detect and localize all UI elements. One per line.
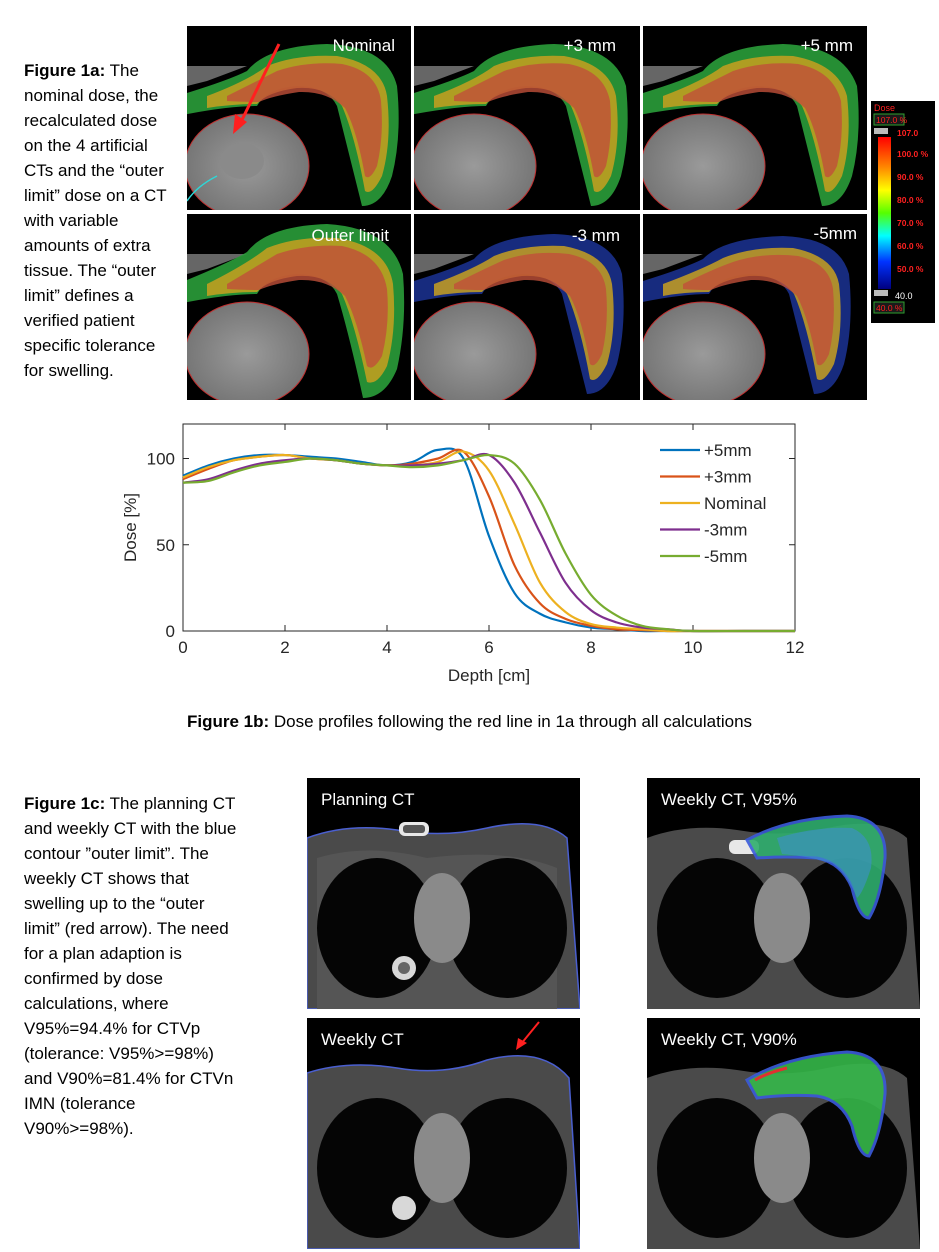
dose-panel-plus5: [643, 26, 867, 210]
fig1a-caption-line: nominal dose, the: [24, 86, 159, 105]
panel-label: Planning CT: [321, 790, 415, 809]
fig1c-caption-line: weekly CT shows that: [24, 869, 190, 888]
x-tick-label: 2: [280, 638, 290, 657]
x-tick-label: 8: [586, 638, 596, 657]
x-tick-label: 4: [382, 638, 392, 657]
fig1c-caption-line: (tolerance: V95%>=98%): [24, 1044, 214, 1063]
fig1a-caption-line: specific tolerance: [24, 336, 156, 355]
colorbar-tick: 50.0 %: [897, 264, 924, 274]
y-tick-label: 50: [156, 535, 175, 555]
fig1a-caption-line: on the 4 artificial: [24, 136, 148, 155]
colorbar-title: Dose: [874, 103, 896, 113]
y-axis-label: Dose [%]: [121, 493, 140, 562]
fig1c-caption-line: V95%=94.4% for CTVp: [24, 1019, 201, 1038]
colorbar-tick: 90.0 %: [897, 172, 924, 182]
legend-entry: +5mm: [704, 441, 752, 460]
dose-panel-minus3: [414, 214, 640, 400]
dose-panel-plus3: [414, 26, 640, 210]
legend-entry: Nominal: [704, 494, 767, 513]
fig1c-caption-bold: Figure 1c:: [24, 794, 106, 813]
x-tick-label: 0: [178, 638, 188, 657]
fig1a-caption-line: amounts of extra: [24, 236, 151, 255]
dose-panel-outer-limit: [187, 214, 411, 400]
colorbar-tick: 70.0 %: [897, 218, 924, 228]
fig1c-caption-line: The planning CT: [109, 794, 236, 813]
fig1a-caption-line: The: [109, 61, 139, 80]
legend-entry: -3mm: [704, 520, 748, 540]
ct-panel-weekly: [307, 1018, 580, 1249]
fig1a-caption-line: limit” defines a: [24, 286, 134, 305]
fig1c-caption-line: swelling up to the “outer: [24, 894, 205, 913]
x-axis-label: Depth [cm]: [447, 666, 531, 685]
fig1a-caption-bold: Figure 1a:: [24, 61, 106, 80]
panel-label: +5 mm: [800, 36, 853, 55]
panel-label: Weekly CT, V90%: [661, 1030, 797, 1049]
dose-panel-nominal: [187, 26, 411, 210]
fig1c-caption-line: limit” (red arrow). The need: [24, 919, 229, 938]
ct-panel-weekly-v90: [647, 1018, 920, 1249]
ct-chest-image: [307, 1018, 580, 1249]
fig1c-caption-line: and V90%=81.4% for CTVn: [24, 1069, 234, 1088]
x-tick-label: 6: [484, 638, 494, 657]
fig1a-caption: [24, 58, 189, 383]
fig1b-caption: [0, 712, 939, 732]
fig1c-caption-line: for a plan adaption is: [24, 944, 182, 963]
colorbar-top-box: 107.0 %: [876, 115, 908, 125]
colorbar-gradient: [878, 137, 891, 289]
fig1a-caption-line: for swelling.: [24, 361, 114, 380]
panel-label: -3 mm: [571, 226, 620, 245]
fig1c-caption: [24, 791, 294, 1141]
colorbar-bottom-box: 40.0 %: [876, 303, 903, 313]
swelling-arrow: [521, 1022, 539, 1044]
colorbar-max-label: 107.0: [897, 128, 919, 138]
dose-colorbar: [871, 101, 935, 323]
fig1c-caption-line: calculations, where: [24, 994, 169, 1013]
fig1c-caption-line: V90%>=98%).: [24, 1119, 134, 1138]
fig1a-caption-line: with variable: [24, 211, 119, 230]
dose-profile-chart: [110, 415, 810, 695]
fig1b-caption-bold: Figure 1b:: [186, 712, 270, 731]
fig1a-caption-line: limit” dose on a CT: [24, 186, 167, 205]
colorbar-tick: 80.0 %: [897, 195, 924, 205]
colorbar-tick: 60.0 %: [897, 241, 924, 251]
fig1a-caption-line: verified patient: [24, 311, 135, 330]
ct-panel-planning: [307, 778, 580, 1009]
ct-chest-image: [647, 778, 920, 1009]
dose-panel-minus5: [643, 214, 867, 400]
fig1c-caption-line: contour ”outer limit”. The: [24, 844, 209, 863]
ct-panel-weekly-v95: [647, 778, 920, 1009]
ct-chest-image: [647, 1018, 920, 1249]
fig1c-caption-line: confirmed by dose: [24, 969, 163, 988]
panel-label: +3 mm: [563, 36, 616, 55]
panel-label: Weekly CT: [321, 1030, 404, 1049]
y-tick-label: 100: [146, 449, 175, 469]
legend-entry: +3mm: [704, 467, 752, 487]
x-tick-label: 12: [785, 638, 805, 657]
x-tick-label: 10: [683, 638, 703, 657]
fig1c-caption-line: IMN (tolerance: [24, 1094, 136, 1113]
panel-label: Outer limit: [311, 226, 389, 245]
fig1b-caption-text: Dose profiles following the red line in 1a through all calculations: [269, 712, 753, 731]
colorbar-tick: 100.0 %: [897, 149, 929, 159]
fig1a-caption-line: recalculated dose: [24, 111, 158, 130]
ct-chest-image: [307, 778, 580, 1009]
panel-label: Weekly CT, V95%: [661, 790, 797, 809]
colorbar-min-label: 40.0: [895, 291, 913, 301]
panel-label: Nominal: [332, 36, 395, 55]
panel-label: -5mm: [813, 224, 857, 243]
legend-entry: -5mm: [704, 547, 748, 566]
y-tick-label: 0: [165, 622, 175, 641]
fig1a-caption-line: CTs and the “outer: [24, 161, 164, 180]
fig1a-caption-line: tissue. The “outer: [24, 261, 156, 280]
fig1c-caption-line: and weekly CT with the blue: [24, 819, 237, 838]
